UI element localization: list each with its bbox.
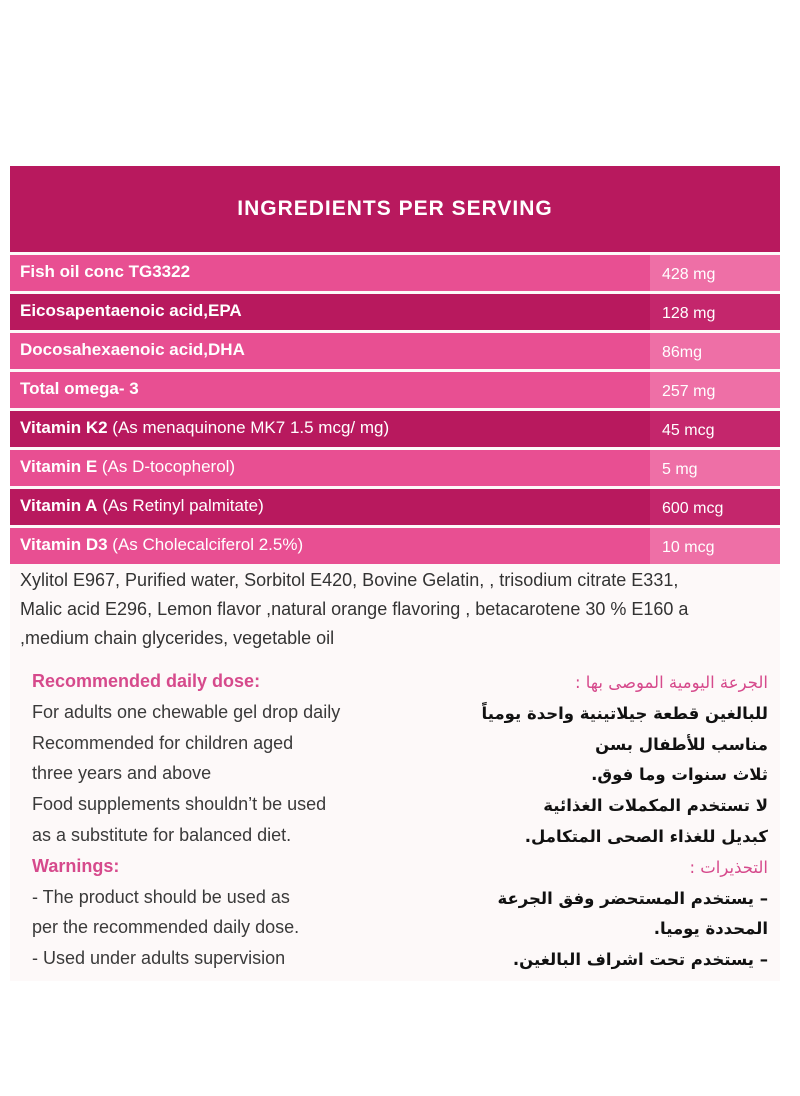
dose-line: three years and above [32,763,212,784]
ingredient-name: Vitamin D3 (As Cholecalciferol 2.5%) [20,535,304,554]
dose-line-ar: للبالغين قطعة جيلاتينية واحدة يومياً [481,703,768,723]
ingredient-row [10,489,780,525]
dose-line: For adults one chewable gel drop daily [32,701,341,722]
dose-heading-ar: الجرعة اليومية الموصى بها : [574,673,768,692]
ingredient-row [10,450,780,486]
ingredient-name: Vitamin A (As Retinyl palmitate) [20,496,264,515]
other-ingredients-line: ,medium chain glycerides, vegetable oil [20,628,335,648]
ingredient-amount: 86mg [650,333,780,369]
warnings-heading-ar: التحذيرات : [689,857,768,877]
warning-line-ar: – يستخدم تحت اشراف البالغين. [512,950,768,970]
ingredient-name: Vitamin E (As D-tocopherol) [20,457,236,476]
warning-line-ar: المحددة يوميا. [653,919,768,939]
ingredient-amount: 257 mg [650,372,780,408]
dose-line: as a substitute for balanced diet. [32,824,292,845]
ingredient-amount: 5 mg [650,450,780,486]
other-ingredients-line: Xylitol E967, Purified water, Sorbitol E420, Bovine Gelatin, , trisodium citrate E331, [20,570,679,590]
warnings-heading: Warnings: [32,855,120,876]
ingredient-amount: 600 mcg [650,489,780,525]
ingredient-row [10,333,780,369]
ingredient-row [10,255,780,291]
ingredients-table [10,255,780,567]
ingredient-amount: 10 mcg [650,528,780,564]
table-title: INGREDIENTS PER SERVING [237,197,553,220]
other-ingredients [20,566,780,653]
ingredient-amount: 428 mg [650,255,780,291]
warning-line: - The product should be used as [32,886,290,907]
arabic-instructions [408,668,768,976]
english-instructions [32,666,412,974]
ingredient-name: Total omega- 3 [20,379,139,398]
dose-heading: Recommended daily dose: [32,671,261,691]
ingredient-row [10,411,780,447]
dose-line-ar: لا تستخدم المكملات الغذائية [543,796,768,816]
other-ingredients-line: Malic acid E296, Lemon flavor ,natural orange flavoring , betacarotene 30 % E160 a [20,599,689,619]
dose-line-ar: كبديل للغذاء الصحى المتكامل. [524,826,768,846]
dose-line-ar: ثلاث سنوات وما فوق. [591,765,768,785]
warning-line-ar: – يستخدم المستحضر وفق الجرعة [497,888,768,908]
dose-line-ar: مناسب للأطفال بسن [595,734,768,754]
ingredient-amount: 45 mcg [650,411,780,447]
ingredient-name: Eicosapentaenoic acid,EPA [20,301,242,320]
warning-line: - Used under adults supervision [32,948,286,969]
warning-line: per the recommended daily dose. [32,917,300,938]
dose-line: Recommended for children aged [32,732,294,753]
table-header [10,166,780,252]
ingredient-row [10,372,780,408]
dose-line: Food supplements shouldn’t be used [32,794,327,815]
ingredient-amount: 128 mg [650,294,780,330]
ingredient-name: Docosahexaenoic acid,DHA [20,340,245,359]
ingredient-name: Vitamin K2 (As menaquinone MK7 1.5 mcg/ mg) [20,418,390,437]
ingredient-row [10,528,780,564]
ingredient-row [10,294,780,330]
ingredient-name: Fish oil conc TG3322 [20,262,191,281]
